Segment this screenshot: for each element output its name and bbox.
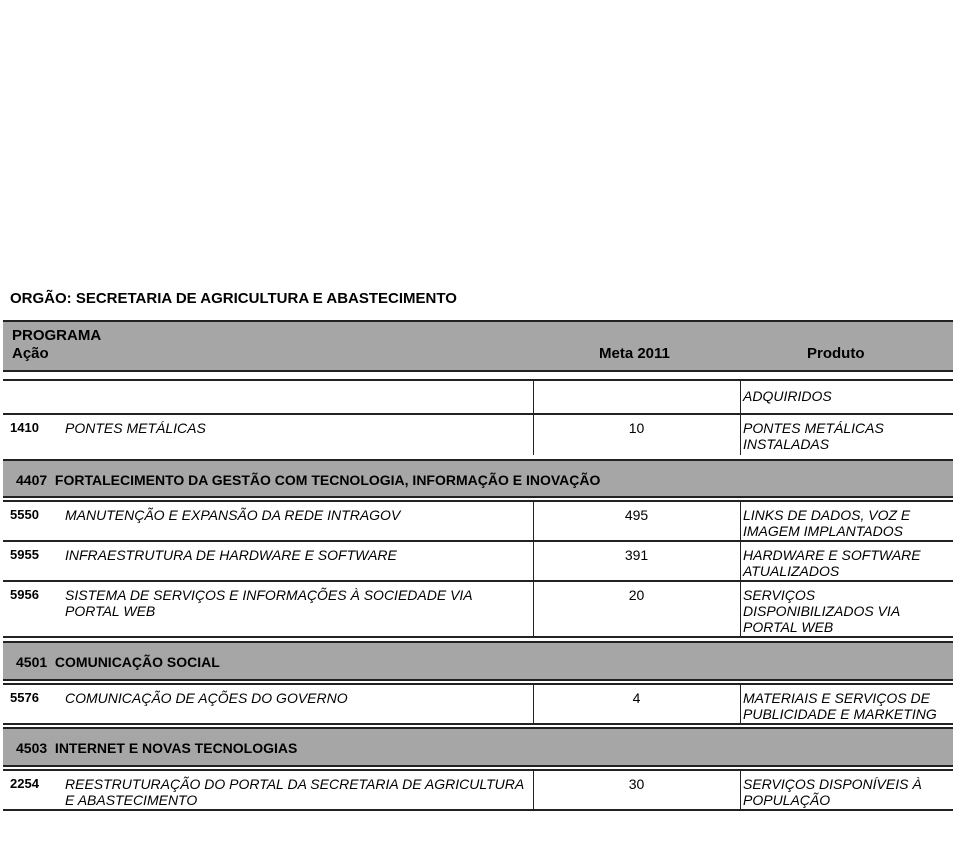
row-produto: SERVIÇOS DISPONIBILIZADOS VIA PORTAL WEB [743, 587, 900, 635]
row-desc: PONTES METÁLICAS [65, 420, 206, 436]
row-meta: 10 [628, 420, 645, 436]
row-code: 5955 [10, 547, 39, 562]
program-title: 4407 FORTALECIMENTO DA GESTÃO COM TECNOLOGIA, INFORMAÇÃO E INOVAÇÃO [16, 472, 601, 488]
row-desc: MANUTENÇÃO E EXPANSÃO DA REDE INTRAGOV [65, 507, 401, 523]
row-code: 5550 [10, 507, 39, 522]
program-band [3, 727, 953, 767]
row-produto: HARDWARE E SOFTWARE ATUALIZADOS [743, 547, 921, 579]
program-title: 4501 COMUNICAÇÃO SOCIAL [16, 654, 220, 670]
row-meta: 20 [628, 587, 645, 603]
table-row [3, 540, 953, 581]
header-acao: Ação [12, 345, 49, 362]
program-band [3, 641, 953, 681]
program-title: 4503 INTERNET E NOVAS TECNOLOGIAS [16, 740, 298, 756]
table-row [3, 683, 953, 725]
table-row [3, 500, 953, 541]
row-code: 5576 [10, 690, 39, 705]
row-produto: SERVIÇOS DISPONÍVEIS À POPULAÇÃO [743, 776, 922, 808]
header-programa: PROGRAMA [12, 327, 102, 344]
row-meta: 391 [624, 547, 649, 563]
table-row [3, 580, 953, 638]
row-desc: SISTEMA DE SERVIÇOS E INFORMAÇÕES À SOCIEDADE VIA PORTAL WEB [65, 587, 473, 619]
row-meta: 4 [632, 690, 641, 706]
table-row [3, 379, 953, 414]
row-code: 5956 [10, 587, 39, 602]
row-code: 2254 [10, 776, 39, 791]
orgao-title: ORGÃO: SECRETARIA DE AGRICULTURA E ABASTECIMENTO [10, 290, 457, 307]
row-desc: REESTRUTURAÇÃO DO PORTAL DA SECRETARIA DE AGRICULTURA E ABASTECIMENTO [65, 776, 524, 808]
table-row [3, 769, 953, 811]
header-meta: Meta 2011 [599, 345, 670, 362]
row-desc: COMUNICAÇÃO DE AÇÕES DO GOVERNO [65, 690, 348, 706]
row-meta: 30 [628, 776, 645, 792]
row-produto: PONTES METÁLICAS INSTALADAS [743, 420, 884, 452]
row-produto: LINKS DE DADOS, VOZ E IMAGEM IMPLANTADOS [743, 507, 911, 539]
row-desc: INFRAESTRUTURA DE HARDWARE E SOFTWARE [65, 547, 397, 563]
row-code: 1410 [10, 420, 39, 435]
row-meta: 495 [624, 507, 649, 523]
row-produto: ADQUIRIDOS [743, 388, 832, 404]
program-band [3, 459, 953, 498]
table-row [3, 413, 953, 455]
header-produto: Produto [807, 345, 865, 362]
row-produto: MATERIAIS E SERVIÇOS DE PUBLICIDADE E MARKETING [743, 690, 937, 722]
table-header [3, 320, 953, 372]
